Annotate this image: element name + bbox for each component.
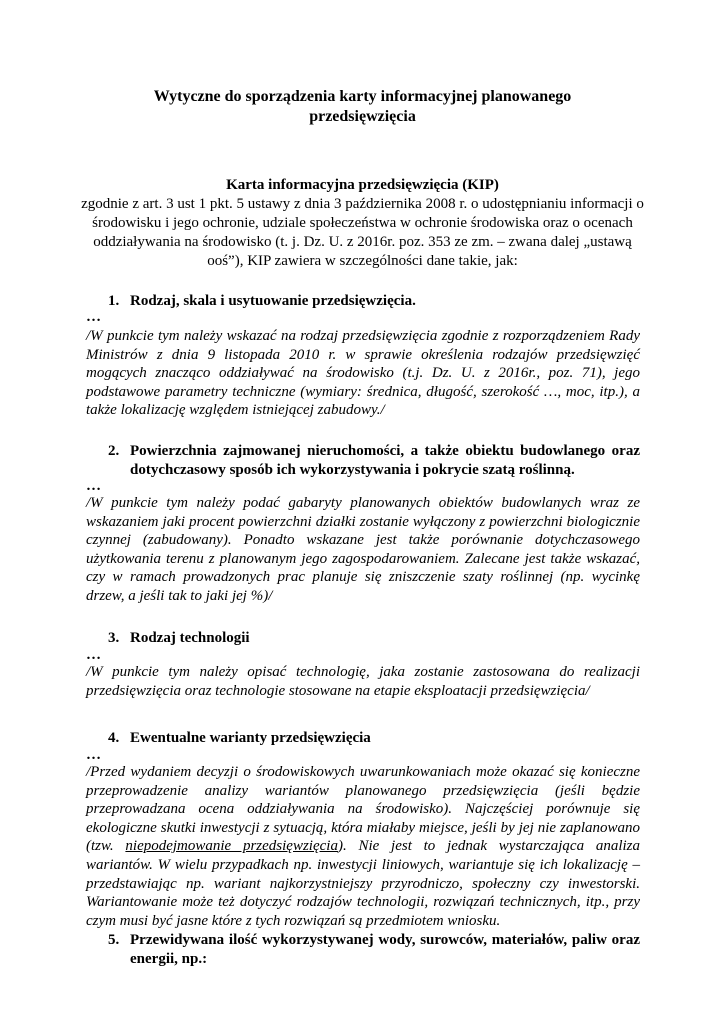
section-2-heading (108, 442, 640, 479)
section-5-heading (108, 931, 640, 968)
section-4-heading (108, 729, 640, 748)
section-4-body-part-2: ). Nie jest to jednak wystarczająca analiza wariantów. W wielu przypadkach np. inwestycji liniowych, wariantuje się ich lokalizację – przedstawiając np. wariant najkorzystniejszy przyrodniczo, społeczny czy inwestorski. Wariantowanie może też dotyczyć rodzajów technologii, rozwiązań technicznych, itp., przy czym musi być jasne które z tych rozwiązań są przedmiotem wniosku. (86, 838, 640, 929)
section-4-number: 4. (108, 730, 120, 746)
document-title-line-2: przedsięwzięcia (309, 108, 416, 125)
section-4-ellipsis: … (86, 747, 101, 763)
section-3-ellipsis: … (86, 647, 101, 663)
section-3-body: /W punkcie tym należy opisać technologię, jaka zostanie zastosowana do realizacji przedsięwzięcia oraz technologie stosowane na etapie eksploatacji przedsięwzięcia/ (86, 664, 640, 699)
section-3-title: Rodzaj technologii (130, 630, 250, 646)
section-3-heading (108, 629, 640, 648)
section-1-title: Rodzaj, skala i usytuowanie przedsięwzięcia. (130, 293, 416, 309)
section-1-number: 1. (108, 293, 120, 309)
section-1-heading (108, 292, 640, 311)
section-5-number: 5. (108, 932, 120, 948)
section-2-title: Powierzchnia zajmowanej nieruchomości, a także obiektu budowlanego oraz dotychczasowy sposób ich wykorzystywania i pokrycie szatą roślinną. (130, 443, 640, 478)
section-1-ellipsis: … (86, 309, 101, 325)
section-4-body-part-1: /Przed wydaniem decyzji o środowiskowych uwarunkowaniach może okazać się konieczne przeprowadzenie analizy wariantów planowanego przedsięwzięcia (jeśli będzie przeprowadzana ocena oddziaływania na środowisko). Najczęściej porównuje się ekologiczne skutki inwestycji z sytuacją, która miałaby miejsce, jeśli by jej nie zaplanowano (tzw. (86, 764, 640, 855)
section-4-body (86, 763, 640, 930)
section-2-ellipsis: … (86, 478, 101, 494)
section-5-title: Przewidywana ilość wykorzystywanej wody, surowców, materiałów, paliw oraz energii, np.: (130, 932, 640, 967)
document-title (90, 87, 635, 127)
section-4-body-underlined: niepodejmowanie przedsięwzięcia (125, 838, 338, 855)
section-1-body: /W punkcie tym należy wskazać na rodzaj przedsięwzięcia zgodnie z rozporządzeniem Rady Ministrów z dnia 9 listopada 2010 r. w sprawie określenia rodzajów przedsięwzięć mogących znacząco oddziaływać na środowisko (t.j. Dz. U. z 2016r., poz. 71), jego podstawowe parametry techniczne (wymiary: średnica, długość, szerokość …, moc, itp.), a także lokalizację względem istniejącej zabudowy./ (86, 328, 640, 419)
kip-intro-text: zgodnie z art. 3 ust 1 pkt. 5 ustawy z dnia 3 października 2008 r. o udostępnianiu informacji o środowisku i jego ochronie, udziale społeczeństwa w ochronie środowiska oraz o ocenach oddziaływania na środowisko (t. j. Dz. U. z 2016r. poz. 353 ze zm. – zwana dalej „ustawą ooś”), KIP zawiera w szczególności dane takie, jak: (81, 196, 644, 269)
section-2-number: 2. (108, 443, 120, 459)
section-2-body: /W punkcie tym należy podać gabaryty planowanych obiektów budowlanych wraz ze wskazaniem jaki procent powierzchni działki zostanie wyłączony z powierzchni biologicznie czynnej (zabudowany). Ponadto wskazane jest także porównanie dotychczasowego użytkowania terenu z planowanym jego zagospodarowaniem. Zalecane jest także wskazać, czy w ramach prowadzonych prac planuje się zniszczenie szaty roślinnej (np. wycinkę drzew, a jeśli tak to jaki jej %)/ (86, 495, 640, 604)
kip-heading: Karta informacyjna przedsięwzięcia (KIP) (226, 177, 499, 193)
kip-intro-block (80, 176, 645, 271)
document-title-line-1: Wytyczne do sporządzenia karty informacyjnej planowanego (153, 88, 572, 105)
section-3-number: 3. (108, 630, 120, 646)
section-4-title: Ewentualne warianty przedsięwzięcia (130, 730, 371, 746)
